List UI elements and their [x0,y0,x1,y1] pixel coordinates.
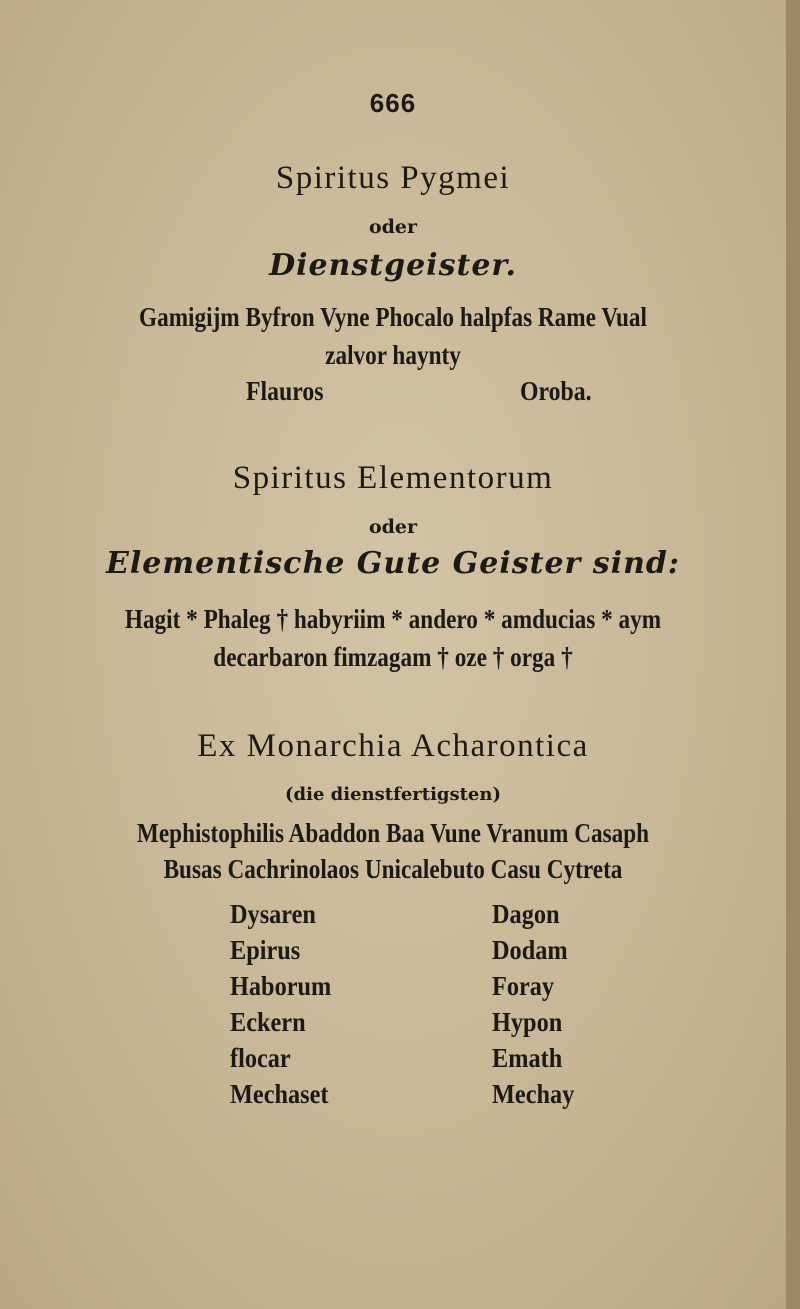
list-item: Epirus [230,935,301,965]
section3-title: Ex Monarchia Acharontica [197,728,589,764]
list-item: Dagon [492,899,560,929]
section2-subtitle: Elementische Gute Geister sind: [106,546,680,581]
section3-line1: Mephistophilis Abaddon Baa Vune Vranum Casaph [136,818,650,848]
list-item: flocar [230,1043,291,1073]
list-item: Eckern [230,1007,306,1037]
section3-right-column [492,896,574,1112]
section1-subtitle: Dienstgeister. [269,248,517,283]
section2-line1: Hagit * Phaleg † habyriim * andero * amducias * aym [124,604,662,634]
section1-right-name: Oroba. [520,376,592,406]
section1-title: Spiritus Pygmei [275,160,511,196]
section3-left-column [230,896,331,1112]
list-item: Dodam [492,935,568,965]
list-item: Emath [492,1043,563,1073]
section2-title: Spiritus Elementorum [232,460,554,496]
section2-line2: decarbaron fimzagam † oze † orga † [213,642,573,672]
list-item: Mechaset [230,1079,329,1109]
section1-line2: zalvor haynty [325,340,461,370]
section3-note: (die dienstfertigsten) [285,784,501,805]
section3-line2: Busas Cachrinolaos Unicalebuto Casu Cytreta [163,854,623,884]
list-item: Mechay [492,1079,575,1109]
list-item: Foray [492,971,555,1001]
page-number: 666 [369,88,417,118]
section1-line1: Gamigijm Byfron Vyne Phocalo halpfas Rame Vual [139,302,647,332]
section2-oder: oder [368,516,418,538]
page-edge [786,0,800,1309]
list-item: Dysaren [230,899,316,929]
section1-oder: oder [368,216,418,238]
list-item: Haborum [230,971,332,1001]
list-item: Hypon [492,1007,563,1037]
section1-left-name: Flauros [246,376,324,406]
